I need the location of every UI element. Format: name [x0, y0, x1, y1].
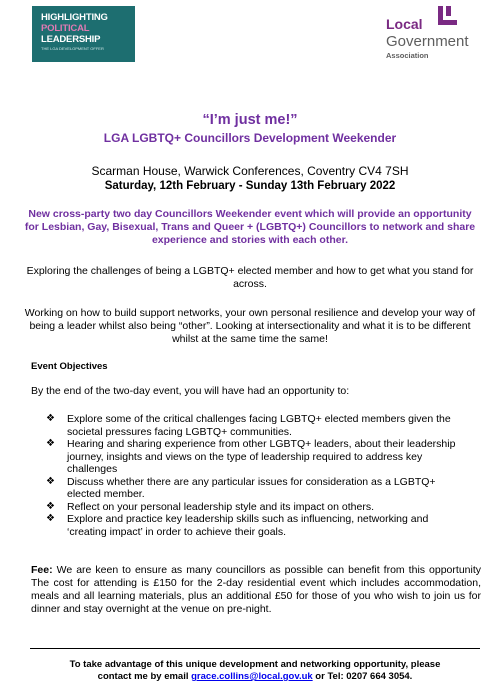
event-intro: New cross-party two day Councillors Weekender event which will provide an opportunity for Lesbian, Gay, Bisexual, Trans and Queer + (LGBTQ+) Councillors to network and share experience and stories with each other. [24, 208, 476, 246]
objectives-heading: Event Objectives [31, 361, 108, 372]
diamond-bullet-icon: ❖ [46, 500, 55, 512]
lga-logo [386, 4, 486, 66]
logo-line-3: LEADERSHIP [41, 34, 101, 45]
lga-logo-association: Association [386, 51, 429, 60]
logo-line-4: THE LGA DEVELOPMENT OFFER [41, 46, 104, 51]
divider [30, 648, 480, 649]
contact-line-2 [30, 671, 480, 683]
fee-text: We are keen to ensure as many councillors as possible can benefit from this opportunity The cost for attending is £150 for the 2-day residential event which includes accommodation, meals and all learning materials, plus an additional £50 for those of you who wish to join us for dinner and stay overnight at the venue on pre-night. [31, 564, 481, 615]
objectives-lead: By the end of the two-day event, you will have had an opportunity to: [31, 385, 350, 397]
paragraph-networks: Working on how to build support networks, your own personal resilience and develop your way of being a leader whilst also being “other”. Looking at intersectionality and what it is to be different whilst at the same time the same! [24, 307, 476, 345]
list-item [44, 438, 464, 476]
contact-line-1: To take advantage of this unique development and networking opportunity, please [69, 659, 441, 670]
list-item-text: Reflect on your personal leadership style and its impact on others. [67, 500, 374, 513]
diamond-bullet-icon: ❖ [46, 413, 55, 424]
logo-line-2: POLITICAL [41, 23, 90, 34]
list-item-text: Discuss whether there are any particular issues for consideration as a LGBTQ+ elected member. [67, 475, 436, 500]
list-item [44, 501, 464, 514]
contact-prefix: contact me by email [97, 671, 192, 682]
email-link[interactable]: grace.collins@local.gov.uk [191, 671, 313, 682]
highlighting-political-leadership-logo [32, 6, 135, 62]
list-item [44, 513, 464, 538]
list-item-text: Explore some of the critical challenges facing LGBTQ+ elected members given the societal pressures facing LGBTQ+ communities. [67, 413, 451, 438]
event-title: “I’m just me!” [202, 112, 298, 128]
list-item [44, 413, 464, 438]
objectives-list [44, 413, 464, 538]
diamond-bullet-icon: ❖ [46, 438, 55, 449]
lga-logo-local: Local [386, 16, 423, 32]
list-item-text: Explore and practice key leadership skills such as influencing, networking and ‘creating impact’ in order to achieve their goals. [67, 513, 429, 538]
fee-paragraph [31, 564, 481, 616]
paragraph-challenges: Exploring the challenges of being a LGBTQ+ elected member and how to get what you stand for across. [26, 265, 474, 290]
event-subtitle: LGA LGBTQ+ Councillors Development Weekender [103, 131, 397, 145]
diamond-bullet-icon: ❖ [46, 475, 55, 487]
contact-suffix: or Tel: 0207 664 3054. [312, 671, 413, 682]
diamond-bullet-icon: ❖ [46, 513, 55, 524]
event-dates: Saturday, 12th February - Sunday 13th February 2022 [104, 180, 396, 192]
fee-label: Fee: [31, 564, 53, 576]
lga-logo-government: Government [386, 33, 469, 50]
list-item-text: Hearing and sharing experience from other LGBTQ+ leaders, about their leadership journey, insights and views on the type of leadership required to address key challenges [67, 438, 456, 475]
contact-block [30, 659, 480, 683]
event-venue: Scarman House, Warwick Conferences, Coventry CV4 7SH [91, 164, 409, 178]
logo-line-1: HIGHLIGHTING [41, 12, 108, 23]
lga-mark-icon [435, 4, 461, 32]
list-item [44, 476, 464, 501]
